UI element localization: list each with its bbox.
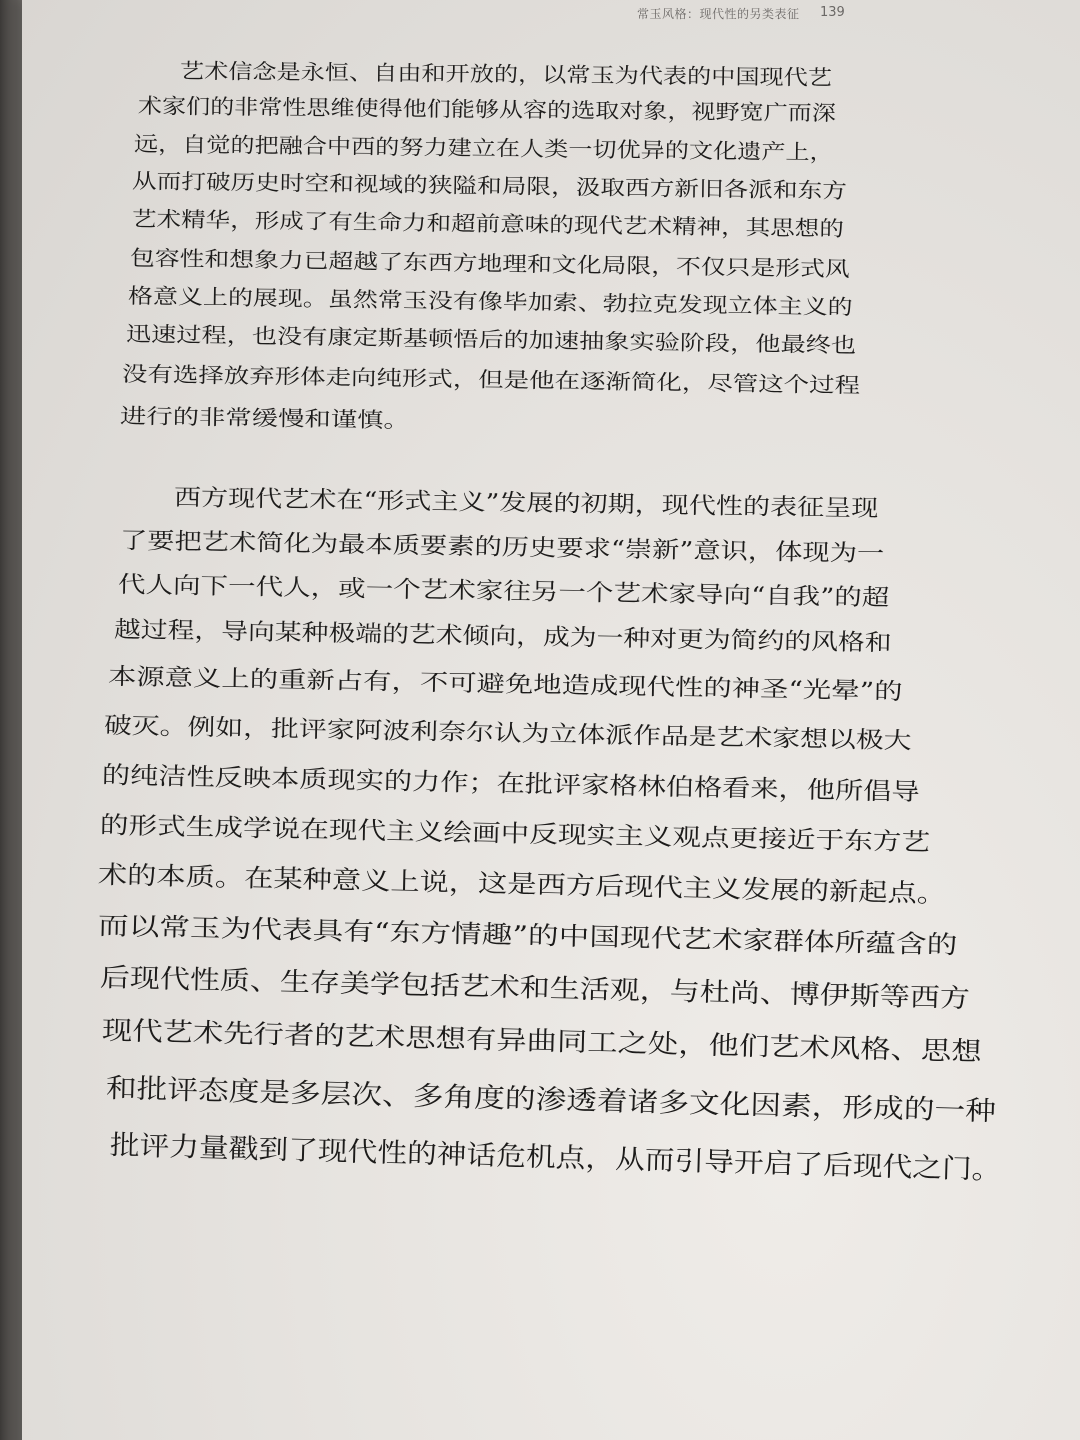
text-line: 西方现代艺术在“形式主义”发展的初期，现代性的表征呈现 bbox=[173, 484, 879, 522]
text-line: 进行的非常缓慢和谨慎。 bbox=[119, 404, 411, 433]
text-line: 艺术精华，形成了有生命力和超前意味的现代艺术精神，其思想的 bbox=[131, 207, 845, 242]
text-line: 从而打破历史时空和视域的狭隘和局限，汲取西方新旧各派和东方 bbox=[131, 169, 848, 204]
text-line: 术家们的非常性思维使得他们能够从容的选取对象，视野宽广而深 bbox=[137, 94, 836, 126]
text-line: 包容性和想象力已超越了东西方地理和文化局限，不仅只是形式风 bbox=[129, 246, 850, 282]
text-line: 格意义上的展现。虽然常玉没有像毕加索、勃拉克发现立体主义的 bbox=[127, 284, 853, 320]
text-line: 没有选择放弃形体走向纯形式，但是他在逐渐简化，尽管这个过程 bbox=[121, 362, 861, 398]
text-line: 了要把艺术简化为最本质要素的历史要求“崇新”意识，体现为一 bbox=[119, 527, 885, 568]
text-line: 而以常玉为代表具有“东方情趣”的中国现代艺术家群体所蕴含的 bbox=[97, 910, 958, 959]
text-line: 艺术信念是永恒、自由和开放的，以常玉为代表的中国现代艺 bbox=[179, 59, 833, 91]
text-line: 代人向下一代人，或一个艺术家往另一个艺术家导向“自我”的超 bbox=[117, 571, 890, 612]
text-line: 的形式生成学说在现代主义绘画中反现实主义观点更接近于东方艺 bbox=[99, 811, 931, 857]
text-line: 本源意义上的重新占有，不可避免地造成现代性的神圣“光晕”的 bbox=[107, 663, 903, 706]
body-text bbox=[22, 0, 1080, 1440]
page-number: 139 bbox=[820, 5, 845, 20]
text-line: 后现代性质、生存美学包括艺术和生活观，与杜尚、博伊斯等西方 bbox=[99, 962, 971, 1015]
text-line: 远，自觉的把融合中西的努力建立在人类一切优异的文化遗产上， bbox=[133, 132, 834, 165]
text-line: 和批评态度是多层次、多角度的渗透着诸多文化因素，形成的一种 bbox=[105, 1073, 997, 1128]
text-line: 批评力量戳到了现代性的神话危机点，从而引导开启了后现代之门。 bbox=[109, 1130, 1002, 1186]
text-line: 越过程，导向某种极端的艺术倾向，成为一种对更为简约的风格和 bbox=[113, 616, 892, 657]
text-line: 破灭。例如，批评家阿波利奈尔认为立体派作品是艺术家想以极大 bbox=[103, 712, 912, 755]
text-line: 现代艺术先行者的艺术思想有异曲同工之处，他们艺术风格、思想 bbox=[101, 1015, 982, 1068]
text-line: 术的本质。在某种意义上说，这是西方后现代主义发展的新起点。 bbox=[97, 859, 947, 908]
book-page bbox=[22, 0, 1080, 1440]
text-line: 迅速过程，也没有康定斯基顿悟后的加速抽象实验阶段，他最终也 bbox=[125, 322, 857, 358]
text-line: 的纯洁性反映本质现实的力作；在批评家格林伯格看来，他所倡导 bbox=[101, 761, 920, 807]
running-title: 常玉风格：现代性的另类表征 bbox=[637, 7, 800, 21]
